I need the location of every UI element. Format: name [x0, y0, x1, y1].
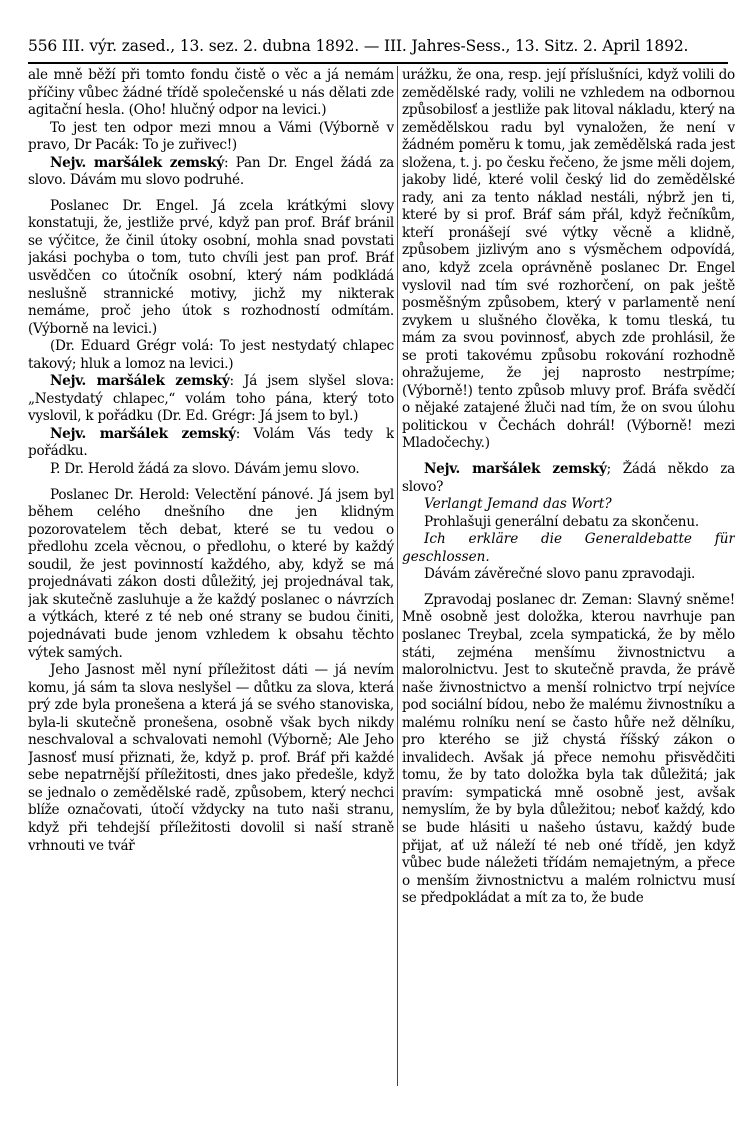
speech-paragraph: Poslanec Dr. Engel. Já zcela krátkými slovy konstatuji, že, jestliže prvé, když pan prof. Bráf bránil se výčitce, že činil útoky osobní, mohla snad povstati jakási pochyba o tom, tuto chvíli jest pan prof. Bráf usvědčen co útočník osobní, který nám podkládá neslušně strannické motivy, jichž my nikterak nemáme, proč jeho útok s rozhodností odmítám. (Výborně na levici.) — [28, 197, 394, 337]
speech-paragraph: Nejv. maršálek zemský: Pan Dr. Engel žádá za slovo. Dávám mu slovo podruhé. — [28, 154, 394, 189]
paragraph: (Dr. Eduard Grégr volá: To jest nestydatý chlapec takový; hluk a lomoz na levici.) — [28, 338, 394, 372]
left-column — [28, 67, 394, 1107]
right-column — [402, 67, 735, 1107]
column-divider — [397, 66, 398, 1086]
speaker-name: Poslanec Dr. Engel — [50, 197, 195, 214]
running-head: 556 III. výr. zased., 13. sez. 2. dubna 1892. — III. Jahres-Sess., 13. Sitz. 2. April 1892. — [28, 37, 689, 55]
speech-paragraph: Poslanec Dr. Herold: Velectění pánové. Já jsem byl během celého dnešního dne jen klidným pozorovatelem těch debat, které se tu vedou o předlohu zcela věcnou, o předlohu, o které by každý soudil, že jest povinností každého, aby, když se má projednávati zákon dosti důležitý, jej projednával tak, jak skutečně zasluhuje a že každý poslanec o návrzích a výtkách, které z té neb oné strany se budou činiti, pojednávati bude jenom vzhledem k obsahu těchto výtek samých. — [28, 486, 394, 661]
speech-paragraph: Zpravodaj poslanec dr. Zeman: Slavný sněme! Mně osobně jest doložka, kterou navrhuje pan poslanec Treybal, zcela sympatická, že by mělo státi, zejména menšímu živnostnictvu a malorolnictvu. Jest to skutečně pravda, že právě naše živnostnictvo a menší rolnictvo trpí nejvíce pod sociální bídou, nebo že malému živnostníku a malému rolníku není se často hůře než dělníku, pro kterého se již chystá říšský zákon o invalidech. Avšak já přece nemohu přisvědčiti tomu, že by tato doložka byla tak důležitá; jak pravím: sympatická mně osobně jest, avšak nemyslím, že by byla důležitou; neboť každý, kdo se bude hlásiti u našeho ústavu, každý bude přijat, ať už náleží té neb oné třídě, jen když vůbec bude náležeti třídám nemajetným, a přece o menším živnostnictvu a malém rolnictvu musí se předpokládat a mít za to, že bude — [402, 591, 735, 907]
paragraph: urážku, že ona, resp. její příslušníci, když volili do zemědělské rady, volili ne vzhledem na odbornou způsobilosť a jestliže pak litoval nákladu, který na zemědělskou radu byl vynaložen, že není v žádném poměru k tomu, jak zemědělská rada jest složena, t. j. po česku řečeno, že jsme měli dojem, jakoby lidé, které volil český lid do zemědělské rady, ani za tento náklad nestáli, nýbrž jen ti, které by si prof. Bráf sám přál, když řečníkům, kteří pronášejí své výtky věcně a klidně, způsobem jizlivým ano s výsměchem odpovídá, ano, když zcela oprávněně poslanec Dr. Engel vyslovil nad tím své rozhorčení, on pak ještě posměšným způsobem, který v parlamentě není zvykem u slušného člověka, k tomu tleská, tu mám za svou povinnosť, abych zde prohlásil, že se proti takovému způsobu rokování rozhodně ohražujeme, že jej naprosto nestrpíme; (Výborně!) tento způsob mluvy prof. Bráfa svědčí o nějaké zatajené žluči nad tím, že on svou úlohu politickou v Čechách dohrál! (Výborně! mezi Mladočechy.) — [402, 67, 735, 452]
speaker-name: Nejv. maršálek zemský — [424, 461, 607, 478]
paragraph: To jest ten odpor mezi mnou a Vámi (Výborně v pravo, Dr Pacák: To je zuřivec!) — [28, 119, 394, 154]
speaker-name: Poslanec Dr. Herold — [50, 486, 186, 503]
paragraph: ale mně běží při tomto fondu čistě o věc a já nemám příčiny vůbec žádné třídě společenské u nás dělati zde agitační hesla. (Oho! hlučný odpor na levici.) — [28, 67, 394, 119]
speech-paragraph: Nejv. maršálek zemský: Volám Vás tedy k pořádku. — [28, 425, 394, 460]
paragraph: P. Dr. Herold žádá za slovo. Dávám jemu slovo. — [50, 461, 360, 478]
speaker-name: Zpravodaj poslanec dr. Zeman — [424, 591, 628, 608]
speaker-name: Nejv. maršálek zemský — [50, 373, 230, 390]
speaker-name: Nejv. maršálek zemský — [50, 425, 236, 442]
german-paragraph: Ich erkläre die Generaldebatte für geschlossen. — [402, 531, 735, 565]
header-rule — [28, 62, 728, 64]
paragraph: Dávám závěrečné slovo panu zpravodaji. — [424, 566, 696, 583]
speech-paragraph: Nejv. maršálek zemský; Žádá někdo za slovo? — [402, 461, 735, 495]
german-paragraph: Verlangt Jemand das Wort? — [424, 496, 612, 513]
paragraph: Jeho Jasnost měl nyní příležitost dáti — já nevím komu, já sám ta slova neslyšel — důtku za slova, která prý zde byla pronešena a která já se svého stanoviska, byla-li skutečně pronešena, osobně však bych nikdy neschvaloval a schvalovati nemohl (Výborně; Ale Jeho Jasnosť musí přiznati, že, když p. prof. Bráf při každé sebe nepatrnější příležitosti, dnes jako předešle, když se jednalo o zemědělské radě, způsobem, který nechci blíže označovati, útočí vždycky na tuto naši stranu, když při tehdejší příležitosti dovolil si naší straně vrhnouti ve tvář — [28, 662, 394, 854]
paragraph: Prohlašuji generální debatu za skončenu. — [424, 513, 699, 530]
speaker-name: Nejv. maršálek zemský — [50, 154, 224, 171]
speech-paragraph: Nejv. maršálek zemský: Já jsem slyšel slova: „Nestydatý chlapec,“ volám toho pána, který toto vyslovil, k pořádku (Dr. Ed. Grégr: Já jsem to byl.) — [28, 373, 394, 425]
